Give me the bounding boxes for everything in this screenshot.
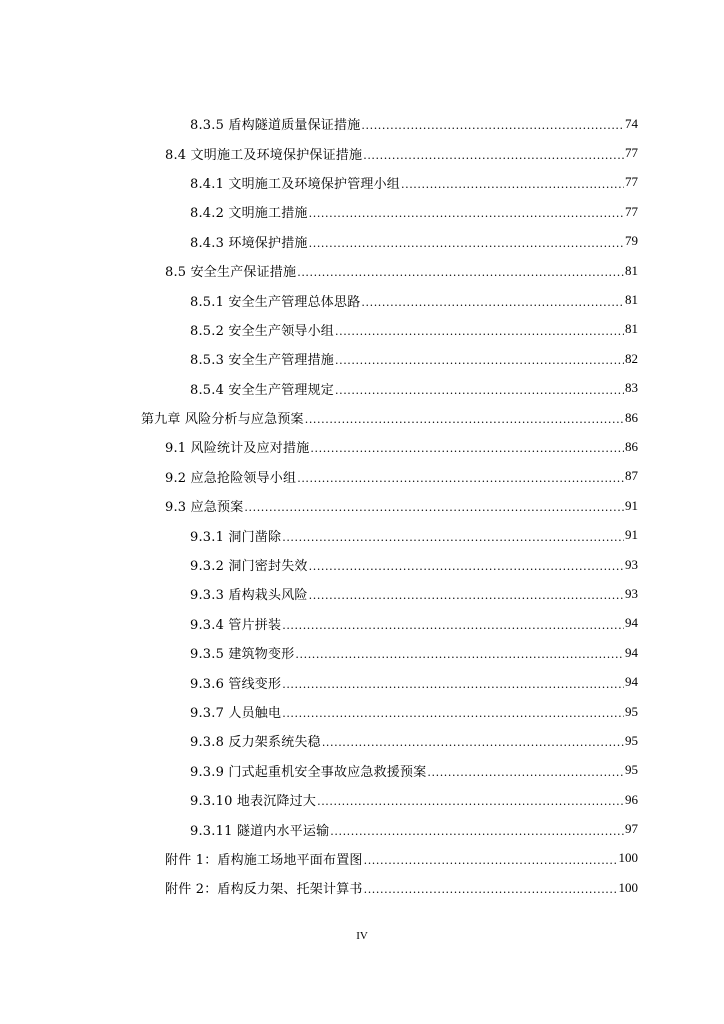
toc-entry-title: 8.5.3 安全生产管理措施 [190, 353, 335, 369]
toc-entry-page: 81 [625, 292, 638, 308]
toc-entry-page: 94 [625, 615, 638, 631]
toc-entry-page: 95 [625, 732, 638, 748]
toc-entry-title: 9.3.4 管片拼装 [190, 617, 282, 633]
toc-entry[interactable] [0, 374, 724, 403]
toc-entry-title: 9.3.7 人员触电 [190, 706, 282, 721]
toc-entry-page: 100 [618, 879, 638, 895]
toc-entry[interactable] [0, 197, 724, 226]
toc-entry-page: 77 [625, 203, 638, 219]
toc-dot-leader [335, 384, 624, 397]
toc-dot-leader [335, 325, 624, 338]
toc-dot-leader [244, 501, 624, 514]
toc-entry-page: 91 [625, 497, 638, 513]
toc-entry-page: 96 [625, 791, 638, 807]
toc-dot-leader [310, 442, 624, 455]
toc-entry-chapter[interactable] [0, 403, 724, 432]
toc-dot-leader [364, 883, 618, 896]
toc-entry-page: 87 [625, 468, 638, 484]
toc-dot-leader [401, 178, 624, 191]
toc-entry[interactable] [0, 726, 724, 755]
toc-entry-title: 9.3.1 洞门凿除 [190, 529, 282, 545]
toc-dot-leader [363, 149, 624, 162]
toc-entry-title: 8.4 文明施工及环境保护保证措施 [165, 147, 363, 163]
page-number: IV [356, 930, 368, 942]
toc-entry-title: 9.3.2 洞门密封失效 [190, 559, 308, 575]
toc-entry-title: 8.4.2 文明施工措施 [190, 206, 308, 222]
toc-entry-appendix[interactable] [0, 873, 724, 902]
toc-entry-page: 94 [625, 644, 638, 660]
toc-dot-leader [309, 207, 624, 220]
toc-dot-leader [309, 237, 624, 250]
toc-entry[interactable] [0, 168, 724, 197]
toc-entry-title: 9.3.10 地表沉降过大 [190, 794, 317, 810]
toc-entry[interactable] [0, 432, 724, 461]
toc-entry[interactable] [0, 697, 724, 726]
toc-dot-leader [427, 766, 624, 779]
toc-entry-page: 86 [625, 438, 638, 454]
toc-entry[interactable] [0, 315, 724, 344]
toc-entry-page: 81 [625, 262, 638, 278]
toc-entry-title: 8.5.4 安全生产管理规定 [190, 382, 335, 398]
toc-entry[interactable] [0, 462, 724, 491]
toc-dot-leader [282, 707, 624, 720]
toc-entry-page: 100 [618, 850, 638, 866]
toc-entry-title: 9.2 应急抢险领导小组 [165, 470, 297, 486]
toc-entry[interactable] [0, 256, 724, 285]
toc-entry[interactable] [0, 667, 724, 696]
toc-entry-appendix[interactable] [0, 844, 724, 873]
toc-entry[interactable] [0, 491, 724, 520]
toc-dot-leader [364, 854, 618, 867]
toc-dot-leader [297, 472, 624, 485]
toc-entry-title: 8.3.5 盾构隧道质量保证措施 [190, 118, 361, 134]
toc-entry-page: 95 [625, 703, 638, 719]
table-of-contents [0, 109, 724, 903]
toc-entry[interactable] [0, 609, 724, 638]
toc-entry-page: 74 [625, 115, 638, 131]
toc-dot-leader [322, 736, 624, 749]
toc-entry[interactable] [0, 638, 724, 667]
toc-entry-title: 9.3 应急预案 [165, 500, 244, 516]
toc-entry-title: 9.3.11 隧道内水平运输 [190, 823, 330, 839]
toc-entry[interactable] [0, 814, 724, 843]
toc-dot-leader [282, 619, 624, 632]
toc-entry[interactable] [0, 109, 724, 138]
toc-entry[interactable] [0, 344, 724, 373]
toc-entry-title: 8.4.1 文明施工及环境保护管理小组 [190, 176, 401, 192]
toc-entry-title: 附件 2：盾构反力架、托架计算书 [165, 882, 363, 898]
toc-entry-page: 77 [625, 145, 638, 161]
toc-entry[interactable] [0, 756, 724, 785]
toc-entry-title: 8.5.2 安全生产领导小组 [190, 323, 335, 339]
toc-entry-page: 77 [625, 174, 638, 190]
toc-entry-title: 9.3.8 反力架系统失稳 [190, 735, 321, 751]
toc-entry-page: 81 [625, 321, 638, 337]
toc-entry-page: 79 [625, 233, 638, 249]
toc-entry-title: 9.3.6 管线变形 [190, 676, 282, 692]
toc-entry-title: 附件 1：盾构施工场地平面布置图 [165, 852, 363, 868]
toc-dot-leader [335, 354, 624, 367]
toc-entry[interactable] [0, 520, 724, 549]
toc-dot-leader [305, 413, 624, 426]
toc-dot-leader [282, 531, 624, 544]
toc-entry-page: 93 [625, 556, 638, 572]
toc-dot-leader [361, 119, 624, 132]
toc-entry[interactable] [0, 579, 724, 608]
toc-entry-title: 9.3.5 建筑物变形 [190, 647, 295, 663]
toc-entry-title: 8.5.1 安全生产管理总体思路 [190, 294, 361, 310]
toc-dot-leader [297, 266, 624, 279]
toc-dot-leader [330, 825, 624, 838]
toc-entry-page: 86 [625, 409, 638, 425]
toc-entry-page: 97 [625, 821, 638, 837]
toc-entry-title: 9.3.9 门式起重机安全事故应急救援预案 [190, 764, 427, 780]
toc-dot-leader [309, 560, 624, 573]
toc-entry-page: 94 [625, 674, 638, 690]
toc-entry[interactable] [0, 285, 724, 314]
toc-entry-page: 82 [625, 350, 638, 366]
toc-entry[interactable] [0, 138, 724, 167]
toc-entry-page: 93 [625, 585, 638, 601]
toc-entry-page: 91 [625, 527, 638, 543]
toc-entry-title: 9.1 风险统计及应对措施 [165, 441, 310, 457]
toc-entry-title: 9.3.3 盾构栽头风险 [190, 588, 308, 604]
toc-dot-leader [295, 648, 624, 661]
toc-dot-leader [361, 296, 624, 309]
toc-entry[interactable] [0, 550, 724, 579]
toc-entry-title: 8.4.3 环境保护措施 [190, 235, 308, 251]
toc-dot-leader [282, 678, 624, 691]
toc-entry-page: 83 [625, 380, 638, 396]
toc-entry-page: 95 [625, 762, 638, 778]
toc-entry[interactable] [0, 227, 724, 256]
toc-dot-leader [317, 795, 624, 808]
toc-entry-title: 8.5 安全生产保证措施 [165, 265, 297, 281]
toc-entry[interactable] [0, 785, 724, 814]
toc-entry-title: 第九章 风险分析与应急预案 [141, 412, 304, 428]
toc-dot-leader [309, 589, 624, 602]
